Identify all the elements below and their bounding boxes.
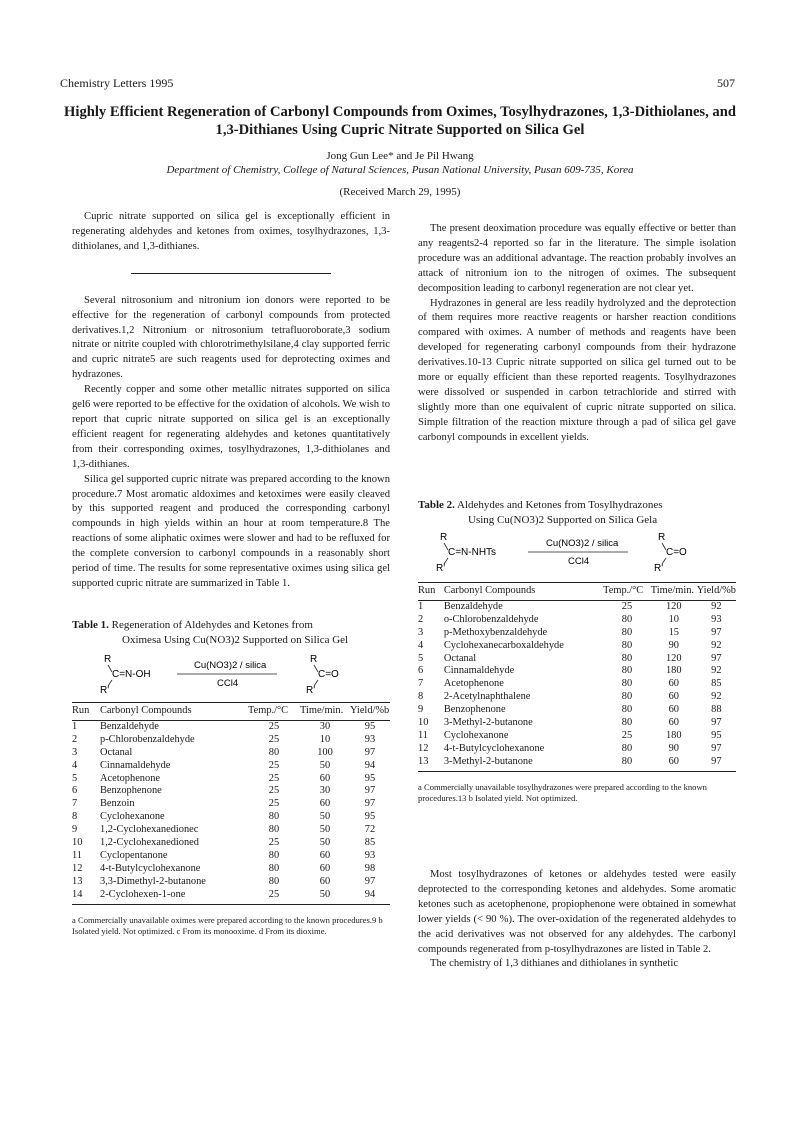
scheme-product: C=O: [318, 669, 339, 680]
cell-time: 30: [319, 720, 331, 732]
journal-name: Chemistry Letters 1995: [60, 76, 174, 90]
table-row: [418, 730, 736, 743]
cell-time: 120: [665, 600, 682, 612]
cell-time: 60: [668, 704, 679, 716]
cell-compound: 2-Cyclohexen-1-one: [100, 889, 248, 904]
cell-compound: Acetophenone: [100, 772, 161, 784]
cell-yield: 98: [364, 862, 376, 874]
scheme-reagent: Cu(NO3)2 / silica: [546, 538, 619, 549]
cell-run: 3: [72, 746, 78, 758]
cell-temp: 25: [248, 889, 300, 904]
cell-temp: 80: [621, 691, 633, 703]
cell-yield: 97: [364, 785, 376, 797]
cell-run: 10: [418, 717, 429, 729]
abstract-divider: [131, 273, 331, 274]
cell-yield: 97: [364, 875, 376, 887]
col-header-yield: Yield/%b: [350, 703, 390, 721]
cell-compound: Cyclohexanone: [100, 811, 165, 823]
cell-compound: Cinnamaldehyde: [100, 759, 171, 771]
cell-time: 60: [319, 849, 331, 861]
table-1-caption-line1: Regeneration of Aldehydes and Ketones from: [111, 619, 313, 631]
abstract: Cupric nitrate supported on silica gel is exceptionally efficient in regenerating aldehydes and ketones from oximes, tosylhydrazones, 1,3-dithiolanes, and 1,3-dithianes.: [72, 211, 390, 252]
cell-temp: 80: [621, 626, 633, 638]
cell-compound: 1,2-Cyclohexanedioned: [100, 837, 199, 849]
cell-time: 60: [668, 691, 679, 703]
cell-run: 4: [72, 759, 78, 771]
cell-yield: 92: [711, 600, 722, 612]
table-row: [72, 760, 390, 773]
cell-run: 12: [418, 742, 429, 754]
cell-temp: 25: [268, 733, 280, 745]
col-header-temp: Temp./°C: [603, 583, 651, 601]
table-row: [72, 773, 390, 786]
cell-compound: 3,3-Dimethyl-2-butanone: [100, 875, 206, 887]
cell-run: 4: [418, 639, 424, 651]
scheme-reactant: C=N-OH: [112, 669, 151, 680]
cell-time: 180: [665, 729, 682, 741]
cell-run: 6: [72, 785, 78, 797]
scheme-r-top: R: [310, 654, 318, 665]
cell-time: 90: [668, 639, 679, 651]
cell-temp: 80: [268, 875, 280, 887]
cell-run: 14: [72, 889, 100, 904]
cell-yield: 72: [364, 824, 376, 836]
cell-time: 50: [319, 811, 331, 823]
body-paragraph: Most tosylhydrazones of ketones or aldehydes tested were easily deprotected to the corresponding ketones and aldehydes. Some aromatic ketones such as acetophenone, propiophenone were obtained in somewhat lower yields (< 90 %). The over-oxidation of the regenerated aldehydes to the acid derivatives was not observed for any aldehydes. The carbonyl compounds regenerated from p-tosylhydrazones are listed in Table 2.: [418, 869, 736, 955]
cell-yield: 97: [697, 756, 736, 771]
body-paragraph: The present deoximation procedure was equally effective or better than any reagents2-4 reported so far in the literature. The simple isolation procedure was an additional advantage. The reaction probably involves an attack of nitronium ion to the nitrogen of oximes. The subsequent decomposition leading to carbonyl regeneration are not clear yet.: [418, 223, 736, 294]
cell-temp: 80: [621, 742, 633, 754]
cell-time: 50: [300, 889, 350, 904]
cell-compound: Benzophenone: [100, 785, 162, 797]
scheme-r-top: R: [658, 532, 666, 543]
cell-time: 120: [665, 652, 682, 664]
cell-temp: 25: [268, 720, 280, 732]
cell-run: 2: [418, 613, 424, 625]
cell-compound: 4-t-Butylcyclohexanone: [100, 862, 201, 874]
table-row: [418, 600, 736, 613]
cell-time: 50: [319, 837, 331, 849]
cell-compound: Cinnamaldehyde: [443, 665, 515, 677]
table-row: [72, 720, 390, 733]
table-row: [418, 704, 736, 717]
cell-run: 6: [418, 665, 424, 677]
cell-run: 1: [72, 720, 78, 732]
col-header-compound: Carbonyl Compounds: [100, 703, 248, 721]
table-row: [72, 798, 390, 811]
cell-run: 5: [72, 772, 78, 784]
cell-run: 2: [72, 733, 78, 745]
cell-yield: 95: [364, 720, 376, 732]
table-1-label: Table 1.: [72, 619, 109, 631]
table-header-row: [418, 583, 736, 601]
right-column-bottom: [418, 868, 736, 972]
table-row: [418, 614, 736, 627]
cell-yield: 92: [711, 639, 722, 651]
cell-time: 10: [668, 613, 679, 625]
cell-temp: 80: [621, 717, 633, 729]
table-row: [418, 717, 736, 730]
cell-temp: 80: [268, 746, 280, 758]
left-column: [72, 210, 390, 592]
body-paragraph: Recently copper and some other metallic nitrates supported on silica gel6 were reported to be effective for the oxidation of alcohols. We wish to report that cupric nitrate supported on silica gel is an exceptionally efficient reagent for regenerating aldehydes and ketones quantitatively from their corresponding oximes, tosylhydrazones, 1,3-dithiolanes and 1,3-dithianes.: [72, 384, 390, 470]
authors: Jong Gun Lee* and Je Pil Hwang: [326, 150, 474, 162]
scheme-r-bottom: R': [654, 563, 664, 574]
table-row: [418, 665, 736, 678]
cell-run: 1: [418, 600, 424, 612]
cell-run: 13: [418, 756, 444, 771]
cell-temp: 25: [268, 798, 280, 810]
cell-temp: 25: [621, 729, 633, 741]
table-row: [72, 811, 390, 824]
cell-compound: Acetophenone: [443, 678, 504, 690]
table-1-footnote: a Commercially unavailable oximes were prepared according to the known procedures.9 b Isolated yield. Not optimized. c From its monooxime. d From its dioxime.: [72, 914, 383, 937]
cell-time: 60: [651, 756, 697, 771]
cell-temp: 80: [268, 862, 280, 874]
cell-temp: 80: [621, 678, 633, 690]
scheme-r-top: R: [440, 532, 448, 543]
right-column-top: [418, 222, 736, 446]
table-row: [72, 785, 390, 798]
col-header-time: Time/min.: [300, 703, 350, 721]
cell-time: 10: [319, 733, 331, 745]
cell-time: 60: [319, 875, 331, 887]
scheme-r-bottom: R': [100, 685, 110, 696]
table-row: [72, 824, 390, 837]
cell-yield: 97: [711, 742, 722, 754]
cell-compound: Octanal: [443, 652, 477, 664]
cell-temp: 80: [268, 811, 280, 823]
cell-temp: 25: [268, 837, 280, 849]
cell-yield: 93: [364, 849, 376, 861]
cell-compound: Cyclopentanone: [100, 849, 168, 861]
page-number: 507: [717, 76, 735, 90]
cell-time: 90: [668, 742, 679, 754]
table-row: [72, 850, 390, 863]
cell-run: 8: [72, 811, 78, 823]
cell-temp: 80: [268, 849, 280, 861]
scheme-solvent: CCl4: [568, 556, 590, 567]
table-1-caption: [72, 618, 390, 648]
col-header-run: Run: [418, 583, 444, 601]
table-row: [72, 837, 390, 850]
cell-compound: Octanal: [100, 746, 133, 758]
cell-time: 60: [319, 798, 331, 810]
table-row: [418, 640, 736, 653]
cell-yield: 97: [711, 626, 722, 638]
cell-compound: Cyclohexanone: [443, 729, 509, 741]
cell-temp: 80: [621, 665, 633, 677]
cell-time: 60: [668, 678, 679, 690]
table-row: [418, 653, 736, 666]
table-row: [418, 678, 736, 691]
cell-run: 5: [418, 652, 424, 664]
cell-compound: 1,2-Cyclohexanedionec: [100, 824, 199, 836]
cell-compound: 4-t-Butylcyclohexanone: [443, 742, 545, 754]
scheme-product: C=O: [666, 547, 687, 558]
cell-compound: Benzaldehyde: [100, 720, 159, 732]
cell-run: 3: [418, 626, 424, 638]
body-paragraph: The chemistry of 1,3 dithianes and dithiolanes in synthetic: [430, 958, 679, 970]
table-row: [72, 863, 390, 876]
body-paragraph: Several nitrosonium and nitronium ion donors were reported to be effective for the regeneration of carbonyl compounds from protected derivatives.1,2 Nitronium or nitrosonium tetrafluoroborate,3 sodium nitrate or nitrite coupled with chlorotrimethylsilane,4 clay supported ferric and cupric nitrate5 are such reagents used for deprotecting oximes and hydrazones.: [72, 294, 390, 381]
cell-yield: 97: [711, 717, 722, 729]
table-1-caption-line2: Oximesa Using Cu(NO3)2 Supported on Silica Gel: [122, 634, 349, 646]
body-paragraph: Silica gel supported cupric nitrate was prepared according to the known procedure.7 Most aromatic aldoximes and ketoximes were easily cleaved by this supported reagent and produced the corresponding carbonyl compounds in high yields within an hour at room temperature.8 The reactions of some aliphatic oximes were slower and had to be refluxed for the complete conversion to carbonyl compounds in a reasonably short period of time. The results for some representative oximes using silica gel supported cupric nitrate are summarized in Table 1.: [72, 473, 390, 589]
cell-yield: 94: [364, 759, 376, 771]
cell-run: 11: [72, 849, 83, 861]
table-2-caption-line1: Aldehydes and Ketones from Tosylhydrazones: [457, 499, 663, 511]
cell-time: 15: [668, 626, 679, 638]
cell-time: 60: [319, 862, 331, 874]
cell-compound: Benzophenone: [443, 704, 506, 716]
cell-yield: 92: [711, 665, 722, 677]
cell-temp: 25: [268, 785, 280, 797]
cell-compound: Benzaldehyde: [443, 600, 503, 612]
cell-yield: 94: [350, 889, 390, 904]
table-row: [418, 627, 736, 640]
cell-yield: 93: [711, 613, 722, 625]
cell-run: 7: [72, 798, 78, 810]
table-row: [72, 734, 390, 747]
body-paragraph: Hydrazones in general are less readily hydrolyzed and the deprotection of them requires more reactive reagents or harsher reaction conditions compared with oximes. A number of methods and reagents have been developed for regenerating carbonyl compounds from their hydrazone derivatives.10-13 Cupric nitrate supported on silica gel turned out to be more or equally efficient than these reported reagents. Tosylhydrazones were dissolved or suspended in carbon tetrachloride and stirred with slightly more than one equivalent of cupric nitrate supported on silica. Simple filtration of the reaction mixture through a pad of silica gel gave carbonyl compounds in excellent yields.: [418, 297, 736, 443]
cell-compound: 3-Methyl-2-butanone: [443, 717, 533, 729]
affiliation: Department of Chemistry, College of Natural Sciences, Pusan National University, Pusan 609-735, Korea: [166, 164, 634, 176]
cell-temp: 80: [621, 704, 633, 716]
cell-compound: Benzoin: [100, 798, 135, 810]
cell-temp: 25: [621, 600, 633, 612]
cell-run: 8: [418, 691, 424, 703]
cell-time: 60: [319, 772, 331, 784]
cell-temp: 25: [268, 772, 280, 784]
col-header-temp: Temp./°C: [248, 703, 300, 721]
col-header-time: Time/min.: [651, 583, 697, 601]
table-row: [72, 889, 390, 904]
cell-run: 13: [72, 875, 83, 887]
table-row: [418, 743, 736, 756]
cell-temp: 25: [268, 759, 280, 771]
col-header-compound: Carbonyl Compounds: [444, 583, 603, 601]
scheme-solvent: CCl4: [217, 678, 239, 689]
scheme-reagent: Cu(NO3)2 / silica: [194, 660, 267, 671]
cell-compound: p-Chlorobenzaldehyde: [100, 733, 195, 745]
cell-time: 50: [319, 824, 331, 836]
table-header-row: [72, 703, 390, 721]
col-header-run: Run: [72, 703, 100, 721]
scheme-r-bottom: R': [436, 563, 446, 574]
table-row: [72, 876, 390, 889]
table-row: [418, 756, 736, 771]
cell-run: 9: [418, 704, 424, 716]
cell-run: 10: [72, 837, 83, 849]
cell-yield: 92: [711, 691, 722, 703]
cell-run: 12: [72, 862, 83, 874]
cell-temp: 80: [621, 639, 633, 651]
table-1-reaction-scheme: [72, 648, 390, 696]
cell-temp: 80: [268, 824, 280, 836]
scheme-r-bottom: R': [306, 685, 316, 696]
cell-temp: 80: [621, 613, 633, 625]
cell-time: 60: [668, 717, 679, 729]
cell-compound: 3-Methyl-2-butanone: [444, 756, 603, 771]
cell-yield: 85: [364, 837, 376, 849]
col-header-yield: Yield/%b: [697, 583, 736, 601]
cell-yield: 93: [364, 733, 376, 745]
table-row: [72, 747, 390, 760]
cell-compound: o-Chlorobenzaldehyde: [443, 613, 539, 625]
table-2-data: [418, 582, 736, 772]
scheme-reactant: C=N-NHTs: [448, 547, 497, 558]
cell-time: 50: [319, 759, 331, 771]
cell-yield: 97: [711, 652, 722, 664]
cell-compound: 2-Acetylnaphthalene: [443, 691, 531, 703]
cell-yield: 88: [711, 704, 722, 716]
cell-yield: 85: [711, 678, 722, 690]
table-1-data: [72, 702, 390, 905]
paper-title: Highly Efficient Regeneration of Carbonyl Compounds from Oximes, Tosylhydrazones, 1,3-Dithiolanes, and 1,3-Dithianes Using Cupric Nitrate Supported on Silica Gel: [64, 104, 736, 138]
table-row: [418, 691, 736, 704]
cell-temp: 80: [621, 652, 633, 664]
cell-time: 30: [319, 785, 331, 797]
cell-run: 7: [418, 678, 424, 690]
cell-yield: 97: [364, 746, 376, 758]
cell-yield: 95: [364, 772, 376, 784]
scheme-r-top: R: [104, 654, 112, 665]
cell-temp: 80: [603, 756, 651, 771]
cell-yield: 97: [364, 798, 376, 810]
table-2-label: Table 2.: [418, 499, 455, 511]
cell-time: 180: [665, 665, 682, 677]
table-2-footnote: a Commercially unavailable tosylhydrazones were prepared according to the known procedures.13 b Isolated yield. Not optimized.: [418, 781, 707, 804]
table-1: [72, 618, 390, 938]
cell-run: 11: [418, 729, 429, 741]
cell-compound: p-Methoxybenzaldehyde: [443, 626, 548, 638]
cell-yield: 95: [364, 811, 376, 823]
table-2-caption-line2: Using Cu(NO3)2 Supported on Silica Gela: [468, 514, 658, 526]
cell-yield: 95: [711, 729, 722, 741]
table-2-caption: [418, 498, 736, 528]
table-2-reaction-scheme: [418, 528, 736, 574]
table-2: [418, 498, 736, 805]
cell-compound: Cyclohexanecarboxaldehyde: [443, 639, 564, 651]
cell-run: 9: [72, 824, 78, 836]
received-date: (Received March 29, 1995): [339, 186, 461, 198]
cell-time: 100: [317, 746, 333, 758]
